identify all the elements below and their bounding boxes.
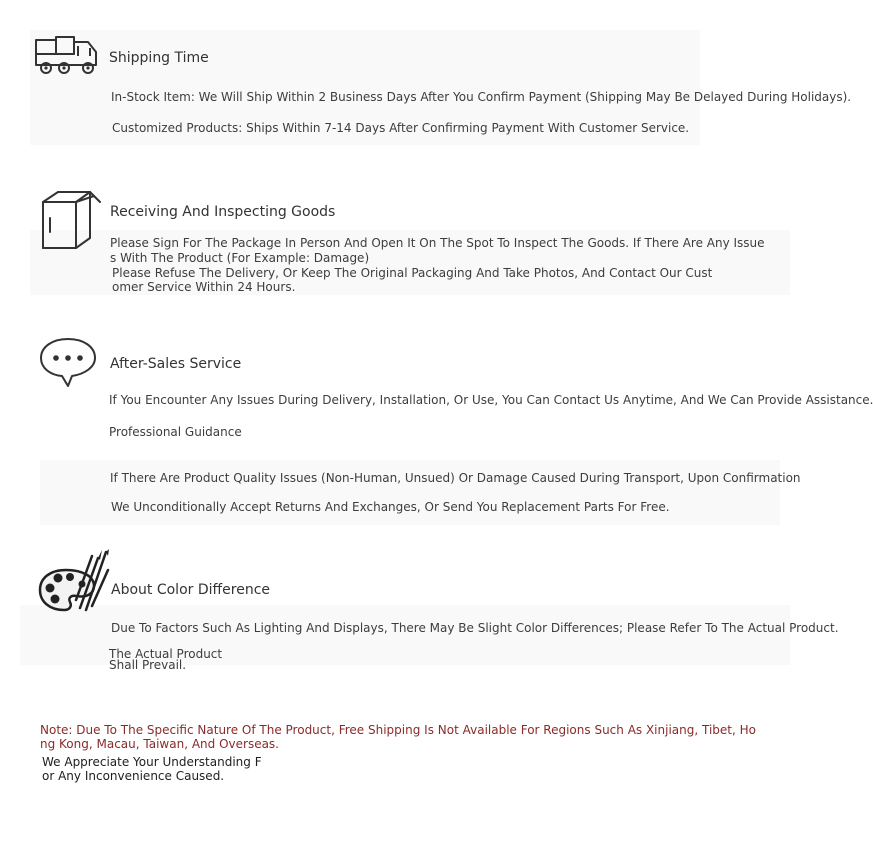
shipping-text-line: Customized Products: Ships Within 7-14 Days After Confirming Payment With Customer Service. [112,121,690,135]
note-text-line: Note: Due To The Specific Nature Of The Product, Free Shipping Is Not Available For Regions Such As Xinjiang, Tibet, Ho [40,723,756,737]
section-background [40,460,780,525]
chat-bubble-icon [38,336,98,388]
receiving-text-line: omer Service Within 24 Hours. [112,280,296,294]
truck-icon [32,34,104,78]
paint-palette-icon [36,548,112,622]
receiving-text-line: Please Refuse The Delivery, Or Keep The Original Packaging And Take Photos, And Contact Our Cust [112,266,713,280]
box-icon [38,188,104,256]
after-sales-text-line: If You Encounter Any Issues During Delivery, Installation, Or Use, You Can Contact Us Anytime, And We Can Provide Assistance. [109,393,873,407]
color-difference-text-line: Due To Factors Such As Lighting And Displays, There May Be Slight Color Differences; Please Refer To The Actual Product. [111,621,839,635]
after-sales-text-line: We Unconditionally Accept Returns And Exchanges, Or Send You Replacement Parts For Free. [111,500,670,514]
receiving-text-line: s With The Product (For Example: Damage) [110,251,370,265]
receiving-text-line: Please Sign For The Package In Person And Open It On The Spot To Inspect The Goods. If There Are Any Issue [110,236,765,250]
note-text-line: We Appreciate Your Understanding F [42,755,262,769]
color-difference-title: About Color Difference [111,582,271,598]
color-difference-text-line: The Actual Product [109,647,223,661]
after-sales-text-line: Professional Guidance [109,425,242,439]
shipping-text-line: In-Stock Item: We Will Ship Within 2 Business Days After You Confirm Payment (Shipping May Be Delayed During Holidays). [111,90,852,104]
shipping-title: Shipping Time [109,50,209,66]
receiving-title: Receiving And Inspecting Goods [110,204,336,220]
note-text-line: or Any Inconvenience Caused. [42,769,225,783]
note-text-line: ng Kong, Macau, Taiwan, And Overseas. [40,737,279,751]
after-sales-title: After-Sales Service [110,356,242,372]
after-sales-text-line: If There Are Product Quality Issues (Non-Human, Unsued) Or Damage Caused During Transport, Upon Confirmation [110,471,801,485]
color-difference-text-line: Shall Prevail. [109,658,187,672]
